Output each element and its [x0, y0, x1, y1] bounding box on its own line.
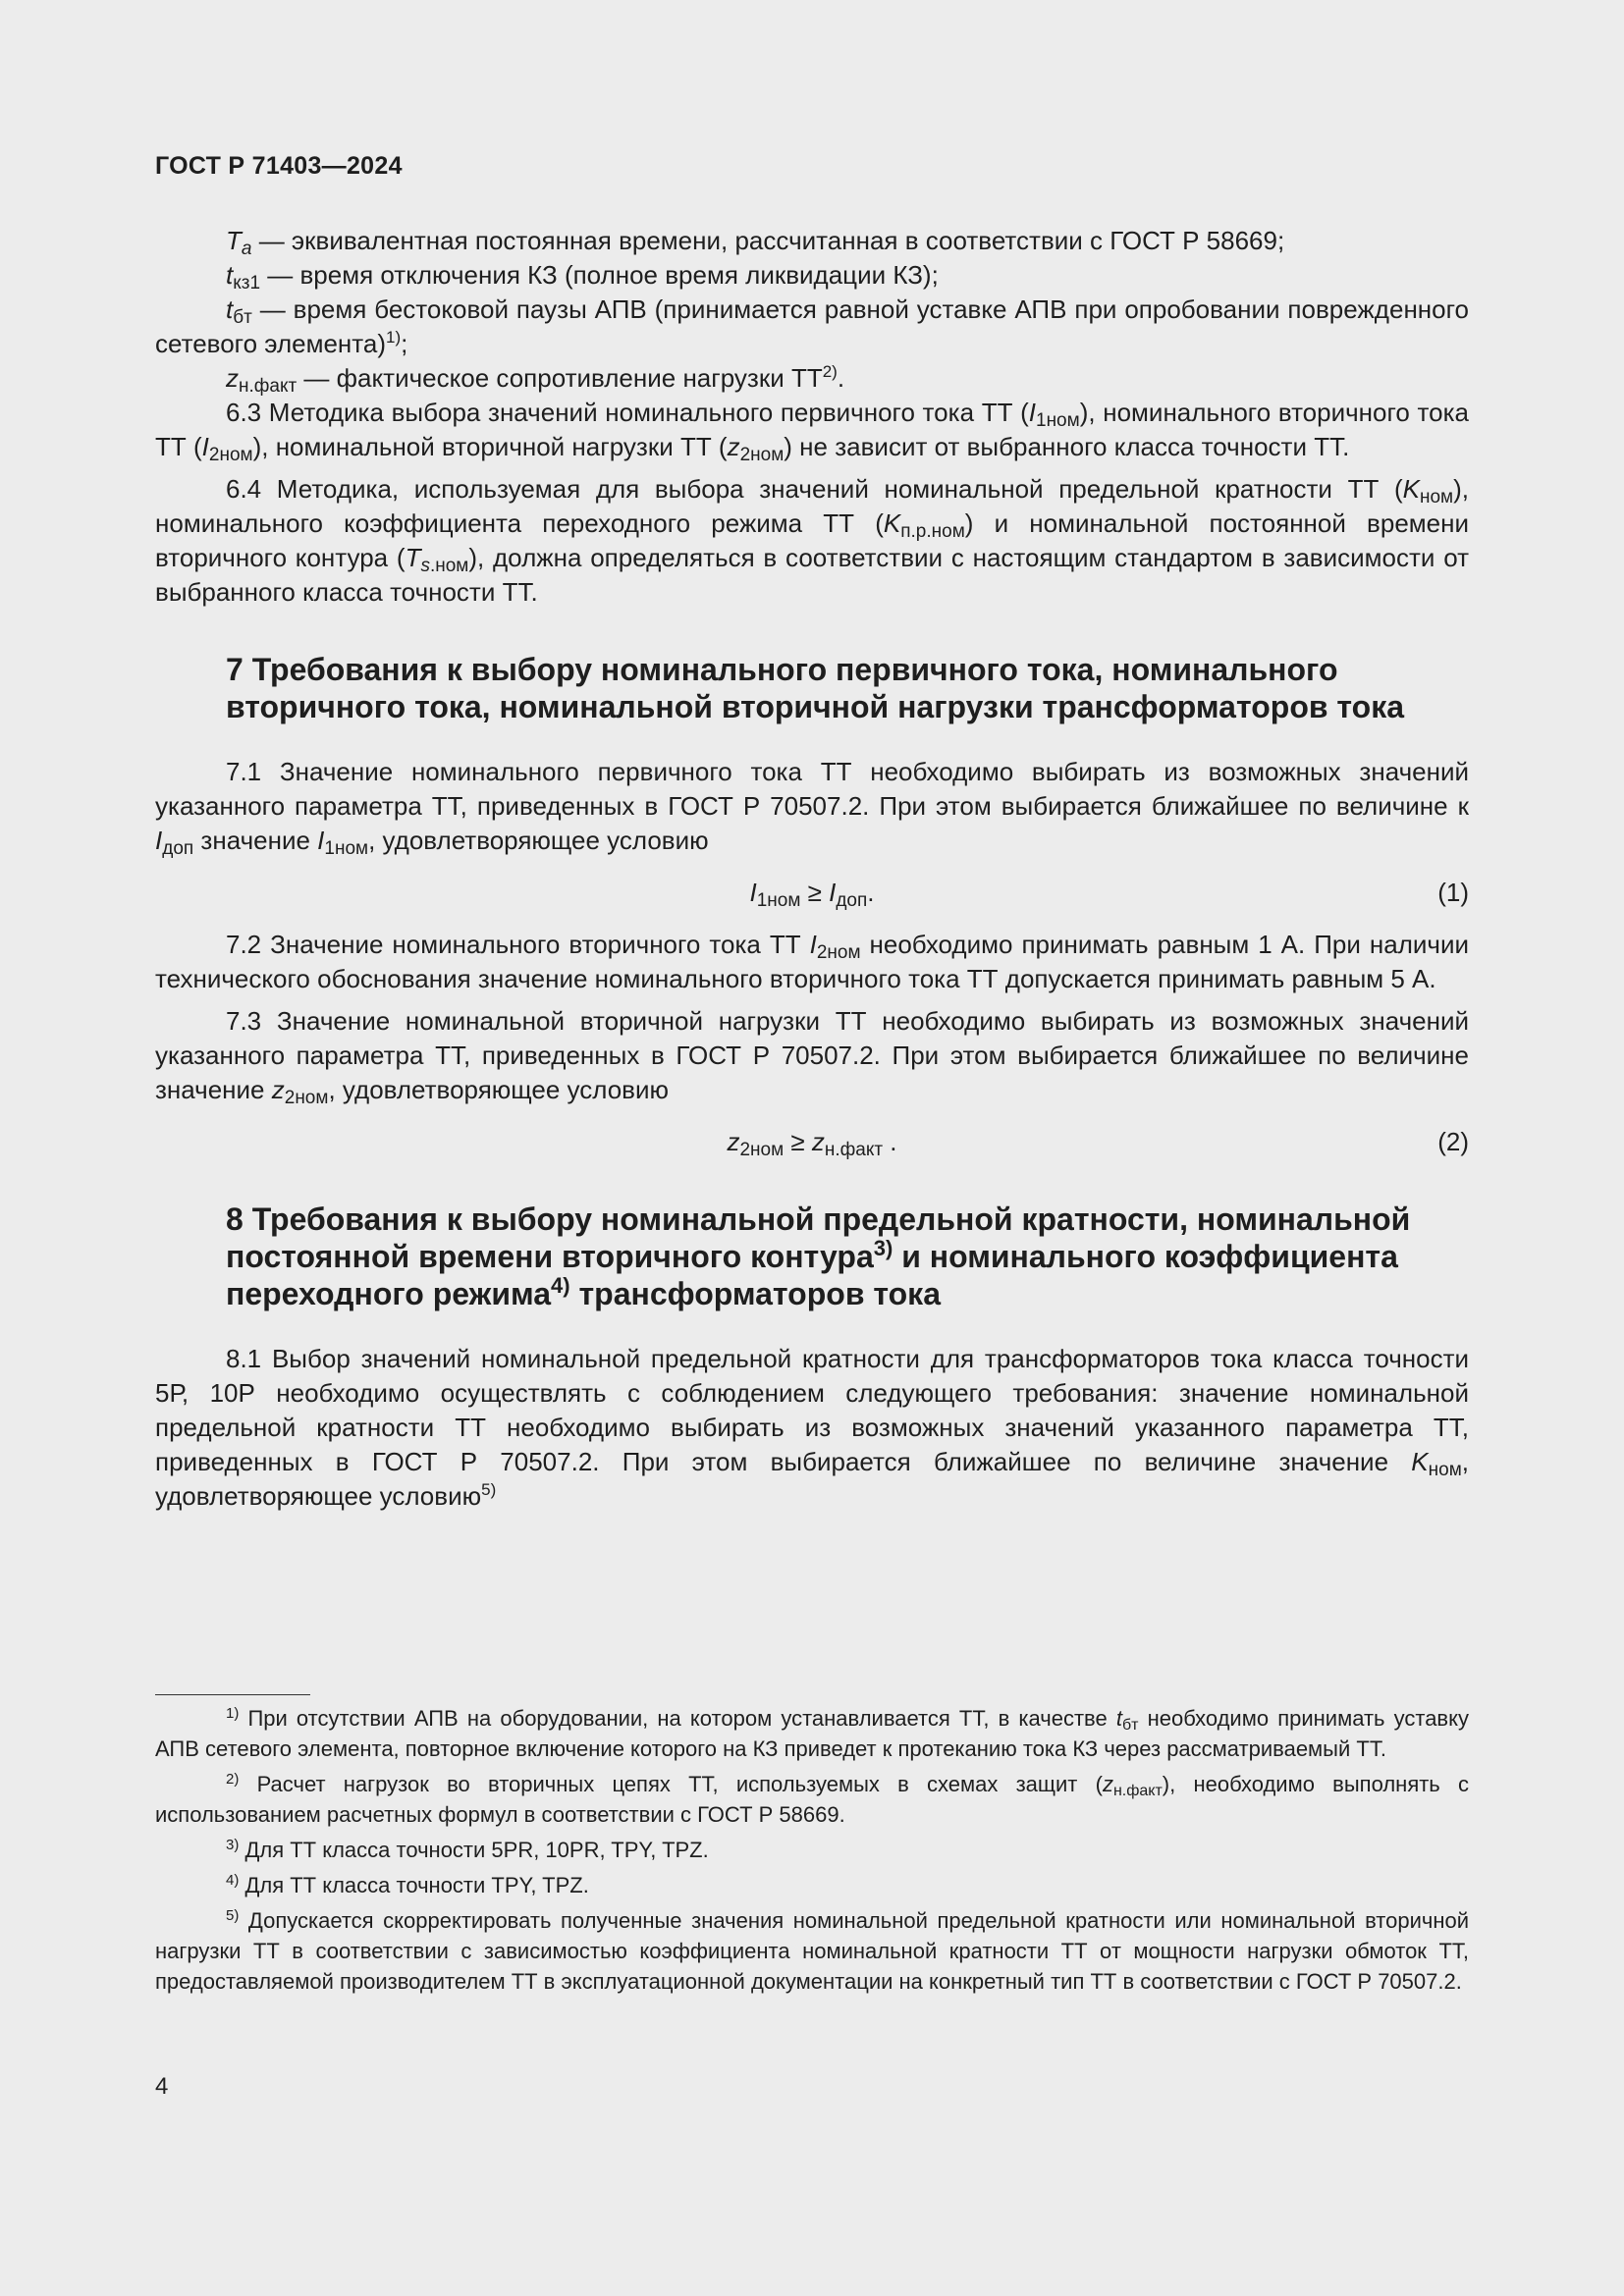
symbol: I: [829, 878, 837, 907]
text: При отсутствии АПВ на оборудовании, на котором устанавливается ТТ, в качестве: [239, 1706, 1116, 1731]
page-number: 4: [155, 2073, 169, 2100]
footnote-ref[interactable]: 3): [873, 1236, 893, 1260]
symbol: I: [317, 826, 325, 855]
symbol: K: [883, 508, 901, 538]
heading-text: трансформаторов тока: [569, 1276, 941, 1311]
symbol: I: [201, 432, 209, 461]
main-content: [155, 224, 1469, 1514]
definition-text: — время отключения КЗ (полное время ликвидации КЗ);: [260, 260, 939, 290]
subscript: н.факт: [1112, 1783, 1163, 1799]
symbol: z: [811, 1127, 825, 1156]
footnote-5: [155, 1905, 1469, 1997]
symbol: z: [1102, 1772, 1113, 1796]
definition-ta: [155, 224, 1469, 258]
subscript: бт: [1121, 1717, 1139, 1734]
text: , удовлетворяющее условию: [155, 1447, 1469, 1511]
subscript: 2ном: [284, 1088, 329, 1108]
definition-text: — время бестоковой паузы АПВ (принимается равной уставке АПВ при опробовании поврежденного сетевого элемента): [155, 294, 1469, 358]
text: ) не зависит от выбранного класса точности ТТ.: [784, 432, 1350, 461]
paragraph-6-4: [155, 472, 1469, 610]
subscript: s: [420, 556, 430, 576]
subscript: ном: [1428, 1460, 1462, 1480]
subscript: доп: [836, 890, 868, 911]
symbol: I: [749, 878, 757, 907]
symbol: z: [271, 1075, 285, 1104]
definition-tkz: [155, 258, 1469, 293]
operator: ≥: [784, 1127, 812, 1156]
symbol: z: [727, 1127, 740, 1156]
text: ) и номинальной постоянной времени вторичного контура (: [155, 508, 1470, 572]
footnote-divider: [155, 1694, 310, 1695]
text: 8.1 Выбор значений номинальной предельной кратности для трансформаторов тока класса точности 5Р, 10Р необходимо осуществлять с соблюдением следующего требования: значение номинальной предельной кратности ТТ необходимо выбирать из возможных значений указанного параметра ТТ, приведенных в ГОСТ Р 70507.2. При этом выбирается ближайшее по величине значение: [155, 1344, 1469, 1476]
footnote-4: [155, 1870, 1469, 1900]
symbol: I: [1028, 398, 1036, 427]
footnote-mark: 3): [226, 1837, 240, 1853]
subscript: п.р.ном: [900, 521, 965, 542]
text: необходимо принимать равным 1 А. При наличии технического обоснования значение номинального вторичного тока ТТ допускается принимать равным 5 А.: [155, 930, 1469, 993]
symbol: t: [226, 294, 234, 324]
text: 7.1 Значение номинального первичного тока ТТ необходимо выбирать из возможных значений указанного параметра ТТ, приведенных в ГОСТ Р 70507.2. При этом выбирается ближайшее по величине к: [155, 757, 1469, 821]
subscript: 2ном: [739, 1140, 785, 1160]
section-7-heading: 7 Требования к выбору номинального первичного тока, номинального вторичного тока, номинальной вторичной нагрузки трансформаторов тока: [226, 652, 1405, 724]
punctuation: .: [883, 1127, 897, 1156]
text: Для ТТ класса точности 5PR, 10PR, TPY, TPZ.: [239, 1838, 709, 1862]
subscript: бт: [233, 307, 252, 328]
subscript: 1ном: [756, 890, 801, 911]
operator: ≥: [800, 878, 830, 907]
symbol: K: [1402, 474, 1420, 504]
formula-2: [155, 1125, 1469, 1159]
punctuation: ;: [401, 329, 408, 358]
heading-text: и номинального коэффициента переходного режима: [226, 1239, 1398, 1311]
subscript: н.факт: [239, 376, 298, 397]
paragraph-7-3: [155, 1004, 1469, 1107]
footnotes: [155, 1694, 1469, 2002]
formula-number: (2): [1437, 1127, 1469, 1156]
text: , удовлетворяющее условию: [328, 1075, 669, 1104]
text: ), номинальной вторичной нагрузки ТТ (: [252, 432, 728, 461]
symbol: t: [226, 260, 234, 290]
footnote-ref[interactable]: 5): [481, 1480, 497, 1499]
text: , удовлетворяющее условию: [368, 826, 709, 855]
heading-text: 8 Требования к выбору номинальной предельной кратности, номинальной постоянной времени вторичного контура: [226, 1201, 1411, 1274]
symbol: K: [1411, 1447, 1429, 1476]
symbol: I: [155, 826, 163, 855]
subscript: доп: [162, 838, 194, 859]
paragraph-6-3: [155, 396, 1469, 464]
text: ), номинального вторичного тока ТТ (: [155, 398, 1469, 461]
text: ), необходимо выполнять с использованием расчетных формул в соответствии с ГОСТ Р 58669.: [155, 1772, 1469, 1827]
paragraph-7-1: [155, 755, 1469, 858]
subscript: a: [241, 239, 252, 259]
footnote-mark: 1): [226, 1705, 240, 1722]
paragraph-7-2: [155, 928, 1469, 996]
subscript: 2ном: [739, 445, 785, 465]
symbol: T: [405, 543, 421, 572]
text: 6.4 Методика, используемая для выбора значений номинальной предельной кратности ТТ (: [226, 474, 1403, 504]
text: значение: [193, 826, 318, 855]
symbol: z: [226, 363, 239, 393]
subscript: н.факт: [824, 1140, 884, 1160]
paragraph-8-1: [155, 1342, 1469, 1514]
footnote-ref[interactable]: 2): [822, 362, 838, 381]
subscript: .ном: [429, 556, 469, 576]
text: 6.3 Методика выбора значений номинального первичного тока ТТ (: [226, 398, 1029, 427]
text: 7.3 Значение номинальной вторичной нагрузки ТТ необходимо выбирать из возможных значений указанного параметра ТТ, приведенных в ГОСТ Р 70507.2. При этом выбирается ближайшее по величине значение: [155, 1006, 1469, 1104]
symbol: t: [1115, 1706, 1122, 1731]
subscript: 1ном: [1036, 410, 1080, 431]
subscript: ном: [1419, 487, 1454, 507]
text: 7.2 Значение номинального вторичного тока ТТ: [226, 930, 810, 959]
text: Допускается скорректировать полученные значения номинальной предельной кратности или номинальной вторичной нагрузки ТТ в соответствии с зависимостью коэффициента номинальной кратности ТТ от мощности нагрузки обмоток ТТ, предоставляемой производителем ТТ в эксплуатационной документации на конкретный тип ТТ в соответствии с ГОСТ Р 70507.2.: [155, 1908, 1469, 1994]
punctuation: .: [837, 363, 845, 393]
section-8-heading: [155, 1201, 1469, 1312]
punctuation: .: [867, 878, 875, 907]
subscript: кз1: [233, 273, 261, 294]
text: необходимо принимать уставку АПВ сетевого элемента, повторное включение которого на КЗ приведет к протеканию тока КЗ через рассматриваемый ТТ.: [155, 1706, 1469, 1761]
footnote-ref[interactable]: 4): [551, 1273, 570, 1298]
text: ), номинального коэффициента переходного режима ТТ (: [155, 474, 1469, 538]
document-code-header: ГОСТ Р 71403—2024: [155, 152, 403, 180]
definition-text: — фактическое сопротивление нагрузки ТТ: [297, 363, 823, 393]
footnote-mark: 2): [226, 1771, 240, 1788]
symbol: I: [809, 930, 817, 959]
text: Расчет нагрузок во вторичных цепях ТТ, используемых в схемах защит (: [239, 1772, 1103, 1796]
footnote-3: [155, 1835, 1469, 1865]
symbol: T: [226, 226, 242, 255]
formula-1: [155, 876, 1469, 910]
definition-tbt: [155, 293, 1469, 361]
footnote-ref[interactable]: 1): [386, 328, 402, 347]
formula-number: (1): [1437, 878, 1469, 907]
subscript: 2ном: [816, 942, 861, 963]
symbol: z: [727, 432, 740, 461]
subscript: 2ном: [208, 445, 253, 465]
footnote-1: [155, 1703, 1469, 1764]
text: Для ТТ класса точности TPY, TPZ.: [239, 1873, 589, 1897]
text: ), должна определяться в соответствии с настоящим стандартом в зависимости от выбранного класса точности ТТ.: [155, 543, 1469, 607]
footnote-2: [155, 1769, 1469, 1830]
definition-zn: [155, 361, 1469, 396]
footnote-mark: 4): [226, 1872, 240, 1889]
footnote-mark: 5): [226, 1907, 240, 1924]
definition-text: — эквивалентная постоянная времени, рассчитанная в соответствии с ГОСТ Р 58669;: [251, 226, 1285, 255]
subscript: 1ном: [324, 838, 369, 859]
